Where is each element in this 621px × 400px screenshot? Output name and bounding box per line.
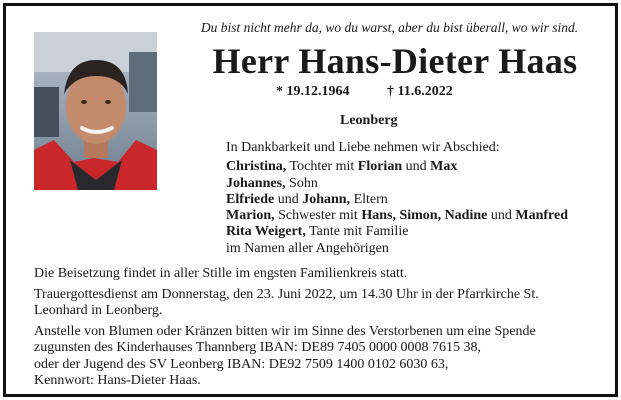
mourner-conjunction: und bbox=[274, 191, 303, 207]
mourner-name: Rita Weigert, bbox=[226, 224, 306, 240]
donation-line: oder der Jugend des SV Leonberg IBAN: DE92 7509 1400 0102 6030 63, bbox=[34, 356, 449, 372]
mourner-line bbox=[226, 159, 568, 175]
mourner-name: Manfred bbox=[515, 208, 568, 224]
memorial-quote: Du bist nicht mehr da, wo du warst, aber du bist überall, wo wir sind. bbox=[200, 20, 579, 35]
deceased-name: Herr Hans-Dieter Haas bbox=[212, 41, 578, 81]
donation-note bbox=[34, 324, 594, 390]
burial-note: Die Beisetzung findet in aller Stille im engsten Familienkreis statt. bbox=[34, 266, 408, 281]
mourner-name: Elfriede bbox=[226, 191, 275, 207]
mourner-name: Johannes, bbox=[226, 175, 286, 191]
mourner-name: Johann, bbox=[302, 191, 351, 207]
mourner-name: Christina, bbox=[226, 159, 287, 175]
mourner-relation: Tante mit Familie bbox=[305, 224, 409, 240]
service-note: Trauergottesdienst am Donnerstag, den 23. Juni 2022, um 14.30 Uhr in der Pfarrkirche St. Leonhard in Leonberg. bbox=[34, 286, 539, 318]
mourner-name: Marion, bbox=[226, 208, 275, 224]
mourner-line bbox=[226, 224, 568, 240]
mourner-relation: Schwester mit bbox=[274, 208, 362, 224]
mourner-closing: im Namen aller Angehörigen bbox=[226, 240, 389, 256]
death-date: † 11.6.2022 bbox=[387, 84, 453, 99]
mourner-name: Hans, Simon, Nadine bbox=[361, 208, 488, 224]
mourner-relation: Tochter mit bbox=[286, 159, 358, 175]
donation-line: zugunsten des Kinderhauses Thannberg IBAN: DE89 7405 0000 0008 7615 38, bbox=[34, 340, 482, 355]
residence-city: Leonberg bbox=[340, 113, 398, 128]
donation-line: Kennwort: Hans-Dieter Haas. bbox=[34, 373, 201, 388]
mourner-line bbox=[226, 208, 568, 224]
donation-line: Anstelle von Blumen oder Kränzen bitten wir im Sinne des Verstorbenen um eine Spende bbox=[34, 323, 536, 339]
mourner-relation: Sohn bbox=[285, 175, 318, 191]
mourner-conjunction: und bbox=[402, 159, 431, 175]
mourners-list bbox=[226, 140, 568, 257]
service-info bbox=[34, 266, 594, 390]
mourner-conjunction: und bbox=[487, 208, 516, 224]
mourner-relation: Eltern bbox=[350, 191, 388, 207]
mourner-name: Max bbox=[430, 159, 458, 175]
birth-date: * 19.12.1964 bbox=[276, 84, 350, 99]
portrait-photo bbox=[34, 32, 157, 190]
farewell-line: In Dankbarkeit und Liebe nehmen wir Abschied: bbox=[226, 140, 500, 155]
mourner-line bbox=[226, 192, 568, 208]
mourner-name: Florian bbox=[357, 159, 403, 175]
mourner-line bbox=[226, 176, 568, 192]
